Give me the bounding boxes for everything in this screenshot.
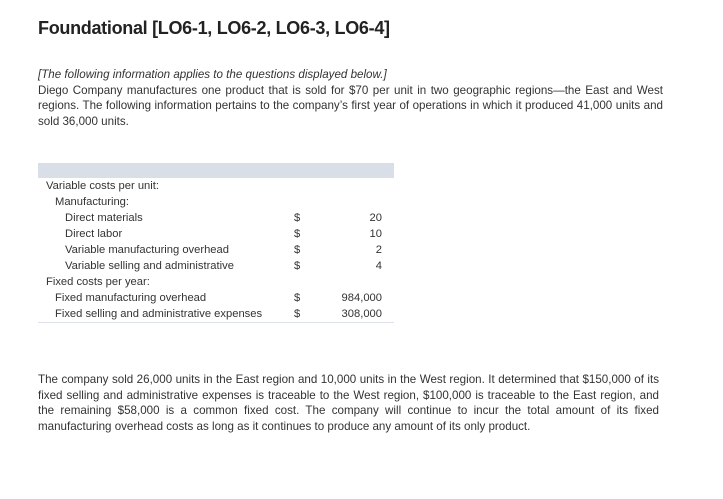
intro-paragraph: Diego Company manufactures one product that is sold for $70 per unit in two geographic regions—the East and West regions. The following information pertains to the company’s first year of operations in which it produced 41,000 units and sold 36,000 units. — [38, 83, 663, 128]
row-label: Direct materials — [65, 212, 143, 224]
row-value: 20 — [369, 212, 382, 224]
table-header-bar — [38, 163, 394, 178]
currency-symbol: $ — [294, 308, 301, 320]
cost-table — [38, 163, 394, 323]
table-row — [38, 258, 394, 274]
table-row — [38, 306, 394, 322]
row-value: 10 — [369, 228, 382, 240]
currency-symbol: $ — [294, 244, 301, 256]
table-row — [38, 178, 394, 194]
row-value: 4 — [375, 260, 382, 272]
currency-symbol: $ — [294, 228, 301, 240]
closing-paragraph: The company sold 26,000 units in the East region and 10,000 units in the West region. It determined that $150,000 of its fixed selling and administrative expenses is traceable to the West region, $100,000 is traceable to the East region, and the remaining $58,000 is a common fixed cost. The company will continue to incur the total amount of its fixed manufacturing overhead costs as long as it continues to produce any amount of its only product. — [38, 373, 659, 433]
page-title: Foundational [LO6-1, LO6-2, LO6-3, LO6-4] — [38, 18, 390, 38]
currency-symbol: $ — [294, 292, 301, 304]
table-row — [38, 242, 394, 258]
row-label: Variable manufacturing overhead — [65, 244, 229, 256]
row-value: 308,000 — [341, 308, 382, 320]
intro-block — [38, 67, 663, 129]
currency-symbol: $ — [294, 260, 301, 272]
currency-symbol: $ — [294, 212, 301, 224]
row-label: Variable selling and administrative — [65, 260, 234, 272]
variable-costs-header: Variable costs per unit: — [46, 180, 159, 192]
fixed-costs-header: Fixed costs per year: — [46, 276, 150, 288]
row-label: Fixed manufacturing overhead — [55, 292, 207, 304]
table-row — [38, 194, 394, 210]
manufacturing-header: Manufacturing: — [55, 196, 130, 208]
table-row — [38, 274, 394, 290]
table-row — [38, 290, 394, 306]
table-row — [38, 226, 394, 242]
row-label: Fixed selling and administrative expenses — [55, 308, 263, 320]
row-value: 984,000 — [341, 292, 382, 304]
row-label: Direct labor — [65, 228, 123, 240]
table-row — [38, 210, 394, 226]
intro-note: [The following information applies to the questions displayed below.] — [38, 68, 387, 81]
row-value: 2 — [375, 244, 382, 256]
